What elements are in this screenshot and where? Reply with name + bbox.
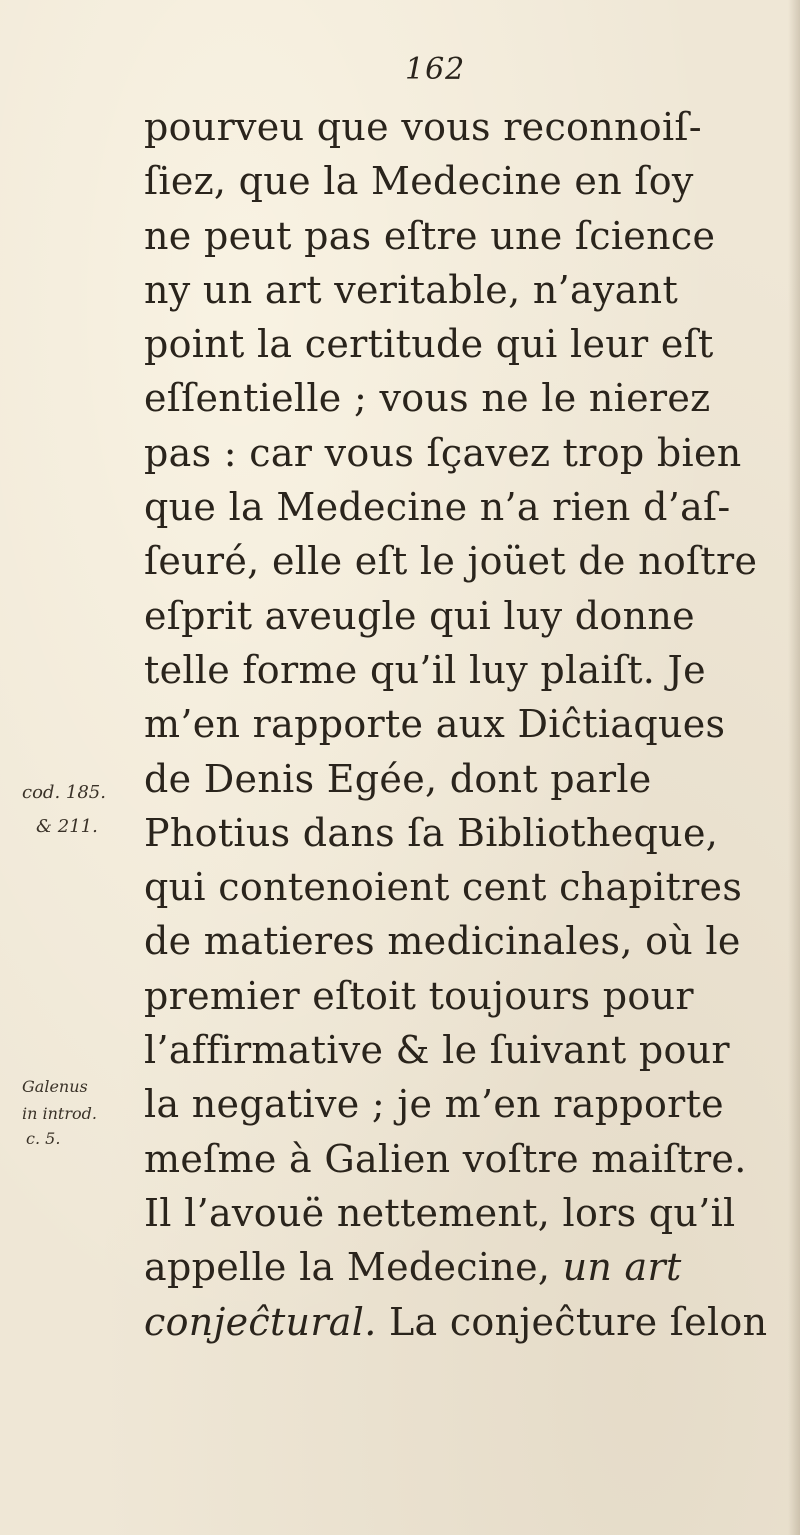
italic-text: un art — [562, 1245, 682, 1290]
text-line: point la certitude qui leur eſt — [144, 322, 714, 367]
text-line: pas : car vous ſçavez trop bien — [144, 430, 742, 475]
text-segment: La conjeĉture ſelon — [376, 1299, 768, 1344]
page-number: 162 — [405, 52, 466, 87]
text-line: la negative ; je m’en rapporte — [144, 1082, 724, 1127]
text-line: qui contenoient cent chapitres — [144, 865, 743, 910]
text-segment: appelle la Medecine, — [144, 1245, 563, 1290]
margin-note-cod: cod. 185. — [22, 782, 106, 803]
page-edge-shadow — [788, 0, 800, 1535]
margin-note-cod-2: & 211. — [36, 816, 98, 837]
text-line: de Denis Egée, dont parle — [144, 756, 652, 801]
text-line: ny un art veritable, n’ayant — [144, 267, 679, 312]
text-line: telle forme qu’il luy plaiſt. Je — [144, 647, 706, 692]
text-line: Il l’avouë nettement, lors qu’il — [144, 1190, 736, 1235]
text-line: ſiez, que la Medecine en ſoy — [144, 159, 694, 204]
text-line: Photius dans ſa Bibliotheque, — [144, 810, 719, 855]
text-line: premier eſtoit toujours pour — [144, 973, 694, 1018]
text-line: l’affirmative & le ſuivant pour — [144, 1028, 730, 1073]
text-line: ne peut pas eſtre une ſcience — [144, 213, 716, 258]
text-line: ſeuré, elle eſt le joüet de noſtre — [144, 539, 758, 584]
text-line — [144, 1295, 784, 1349]
margin-note-galenus: Galenus — [22, 1077, 88, 1096]
margin-note-introd: in introd. — [22, 1104, 97, 1123]
text-line: eſprit aveugle qui luy donne — [144, 593, 695, 638]
text-line: de matieres medicinales, où le — [144, 919, 741, 964]
margin-note-chapter: c. 5. — [26, 1129, 61, 1148]
text-line: eſſentielle ; vous ne le nierez — [144, 376, 711, 421]
text-line: meſme à Galien voſtre maiſtre. — [144, 1136, 747, 1181]
body-text — [144, 100, 784, 1349]
italic-text: conjeĉtural. — [144, 1299, 377, 1344]
text-line: que la Medecine n’a rien d’aſ- — [144, 485, 731, 530]
text-line: m’en rapporte aux Diĉtiaques — [144, 702, 726, 747]
text-line: pourveu que vous reconnoiſ- — [144, 105, 702, 149]
text-line — [144, 1240, 784, 1294]
